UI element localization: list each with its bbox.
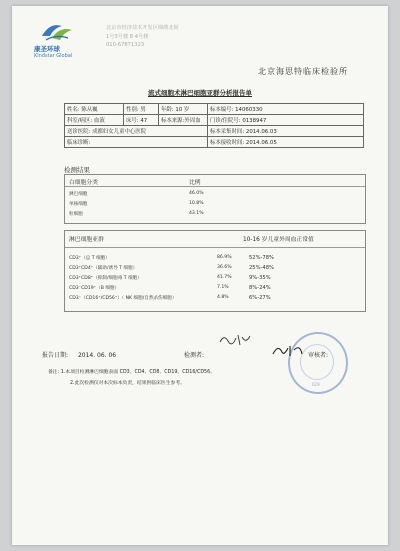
collect-time: 2014.06.03 <box>245 129 277 135</box>
report-date-label: 报告日期: <box>42 352 69 359</box>
patient-age: 10 岁 <box>175 107 190 113</box>
lab-stamp: 029 <box>288 332 348 394</box>
receive-time: 2014.06.05 <box>245 140 277 146</box>
address-line: 1号3号楼 8 4号楼 <box>106 34 149 40</box>
divider <box>65 186 365 187</box>
list-item: 单核细胞 <box>69 202 88 207</box>
outpatient-number: 0138947 <box>242 118 267 124</box>
logo-english-name: Kindstar Global <box>34 53 73 59</box>
ratio-header: 比例 <box>189 180 201 186</box>
lymph-header: 淋巴细胞亚群 <box>69 237 104 243</box>
results-title: 检测结果 <box>64 166 90 174</box>
address-line: 010-67871323 <box>106 42 145 48</box>
table-row-name: CD3⁻（CD16⁺/CD56⁺）（ NK 细胞/自然杀伤细胞） <box>69 296 177 301</box>
table-row-ref: 8%-24% <box>249 285 271 291</box>
patient-name: 陈从巍 <box>81 107 98 113</box>
tester-signature-icon <box>218 332 252 348</box>
table-row-value: 36.6% <box>217 265 232 270</box>
note-line-1: 备注: 1.本项目检测淋巴细胞表面 CD3、CD4、CD8、CD19、CD16/CD56。 <box>48 370 215 375</box>
hospital: 成都妇女儿童中心医院 <box>92 129 147 135</box>
list-item: 淋巴细胞 <box>69 192 88 197</box>
report-date: 2014. 06. 06 <box>77 352 117 359</box>
patient-sex: 男 <box>140 107 146 113</box>
table-row-value: 4.8% <box>217 295 229 300</box>
report-title: 流式细胞术淋巴细胞亚群分析报告单 <box>148 89 252 97</box>
table-row-name: CD3⁻CD19⁺（B 细胞） <box>69 286 120 291</box>
tester-label: 检测者: <box>184 352 205 359</box>
reference-header: 10-16 岁儿童外周血正常值 <box>243 237 314 243</box>
department: 血液 <box>93 118 105 124</box>
table-row-ref: 25%-48% <box>249 265 274 271</box>
table-row-ref: 6%-27% <box>249 295 271 301</box>
reviewer-signature-icon <box>270 342 306 360</box>
table-row-name: CD3⁺CD8⁺（抑制/细胞毒 T 细胞） <box>69 276 142 281</box>
table-row-value: 41.7% <box>217 275 232 280</box>
report-page <box>12 6 388 545</box>
table-row: 科室/病区: 血液 床号: 47 标本来源:外周血 门诊/住院号: 0138947 <box>65 115 364 126</box>
note-line-2: 2.此次检测仅对本次标本负责，结果供临床医生参考。 <box>70 381 185 386</box>
table-row: 送诊医院: 成都妇女儿童中心医院 标本采集时间: 2014.06.03 <box>65 126 364 137</box>
lab-name: 北京海思特临床检验所 <box>258 67 348 76</box>
specimen-source: 外周血 <box>184 118 201 124</box>
leukocyte-header: 白细胞分类 <box>69 180 98 186</box>
list-item-value: 43.1% <box>189 211 204 216</box>
table-row: 姓名: 陈从巍 性别: 男 年龄: 10 岁 标本编号: 14060330 <box>65 104 364 115</box>
table-row-name: CD3⁺CD4⁺（辅助/诱导 T 细胞） <box>69 266 138 271</box>
list-item-value: 46.0% <box>189 191 204 196</box>
logo-chinese-name: 康圣环球 <box>34 45 60 53</box>
table-row-ref: 9%-35% <box>249 275 271 281</box>
lymphocyte-subset-section <box>64 230 366 312</box>
table-row-value: 86.9% <box>217 255 232 260</box>
divider <box>65 247 365 248</box>
list-item-value: 10.8% <box>189 201 204 206</box>
bed-number: 47 <box>140 118 148 124</box>
table-row-ref: 52%-78% <box>249 255 274 261</box>
table-row-name: CD3⁺（总 T 细胞） <box>69 256 110 261</box>
leukocyte-section <box>64 174 366 224</box>
patient-info-table <box>64 103 364 148</box>
list-item: 粒细胞 <box>69 212 83 217</box>
table-row-value: 7.1% <box>217 285 229 290</box>
table-row: 临床诊断: 标本接收时间: 2014.06.05 <box>65 137 364 148</box>
specimen-number: 14060330 <box>235 107 263 113</box>
reviewer-label: 审核者: <box>308 352 329 359</box>
address-line: 北京市经济技术开发区锦绣北街 <box>106 25 179 31</box>
kindstar-logo-icon <box>40 20 74 42</box>
